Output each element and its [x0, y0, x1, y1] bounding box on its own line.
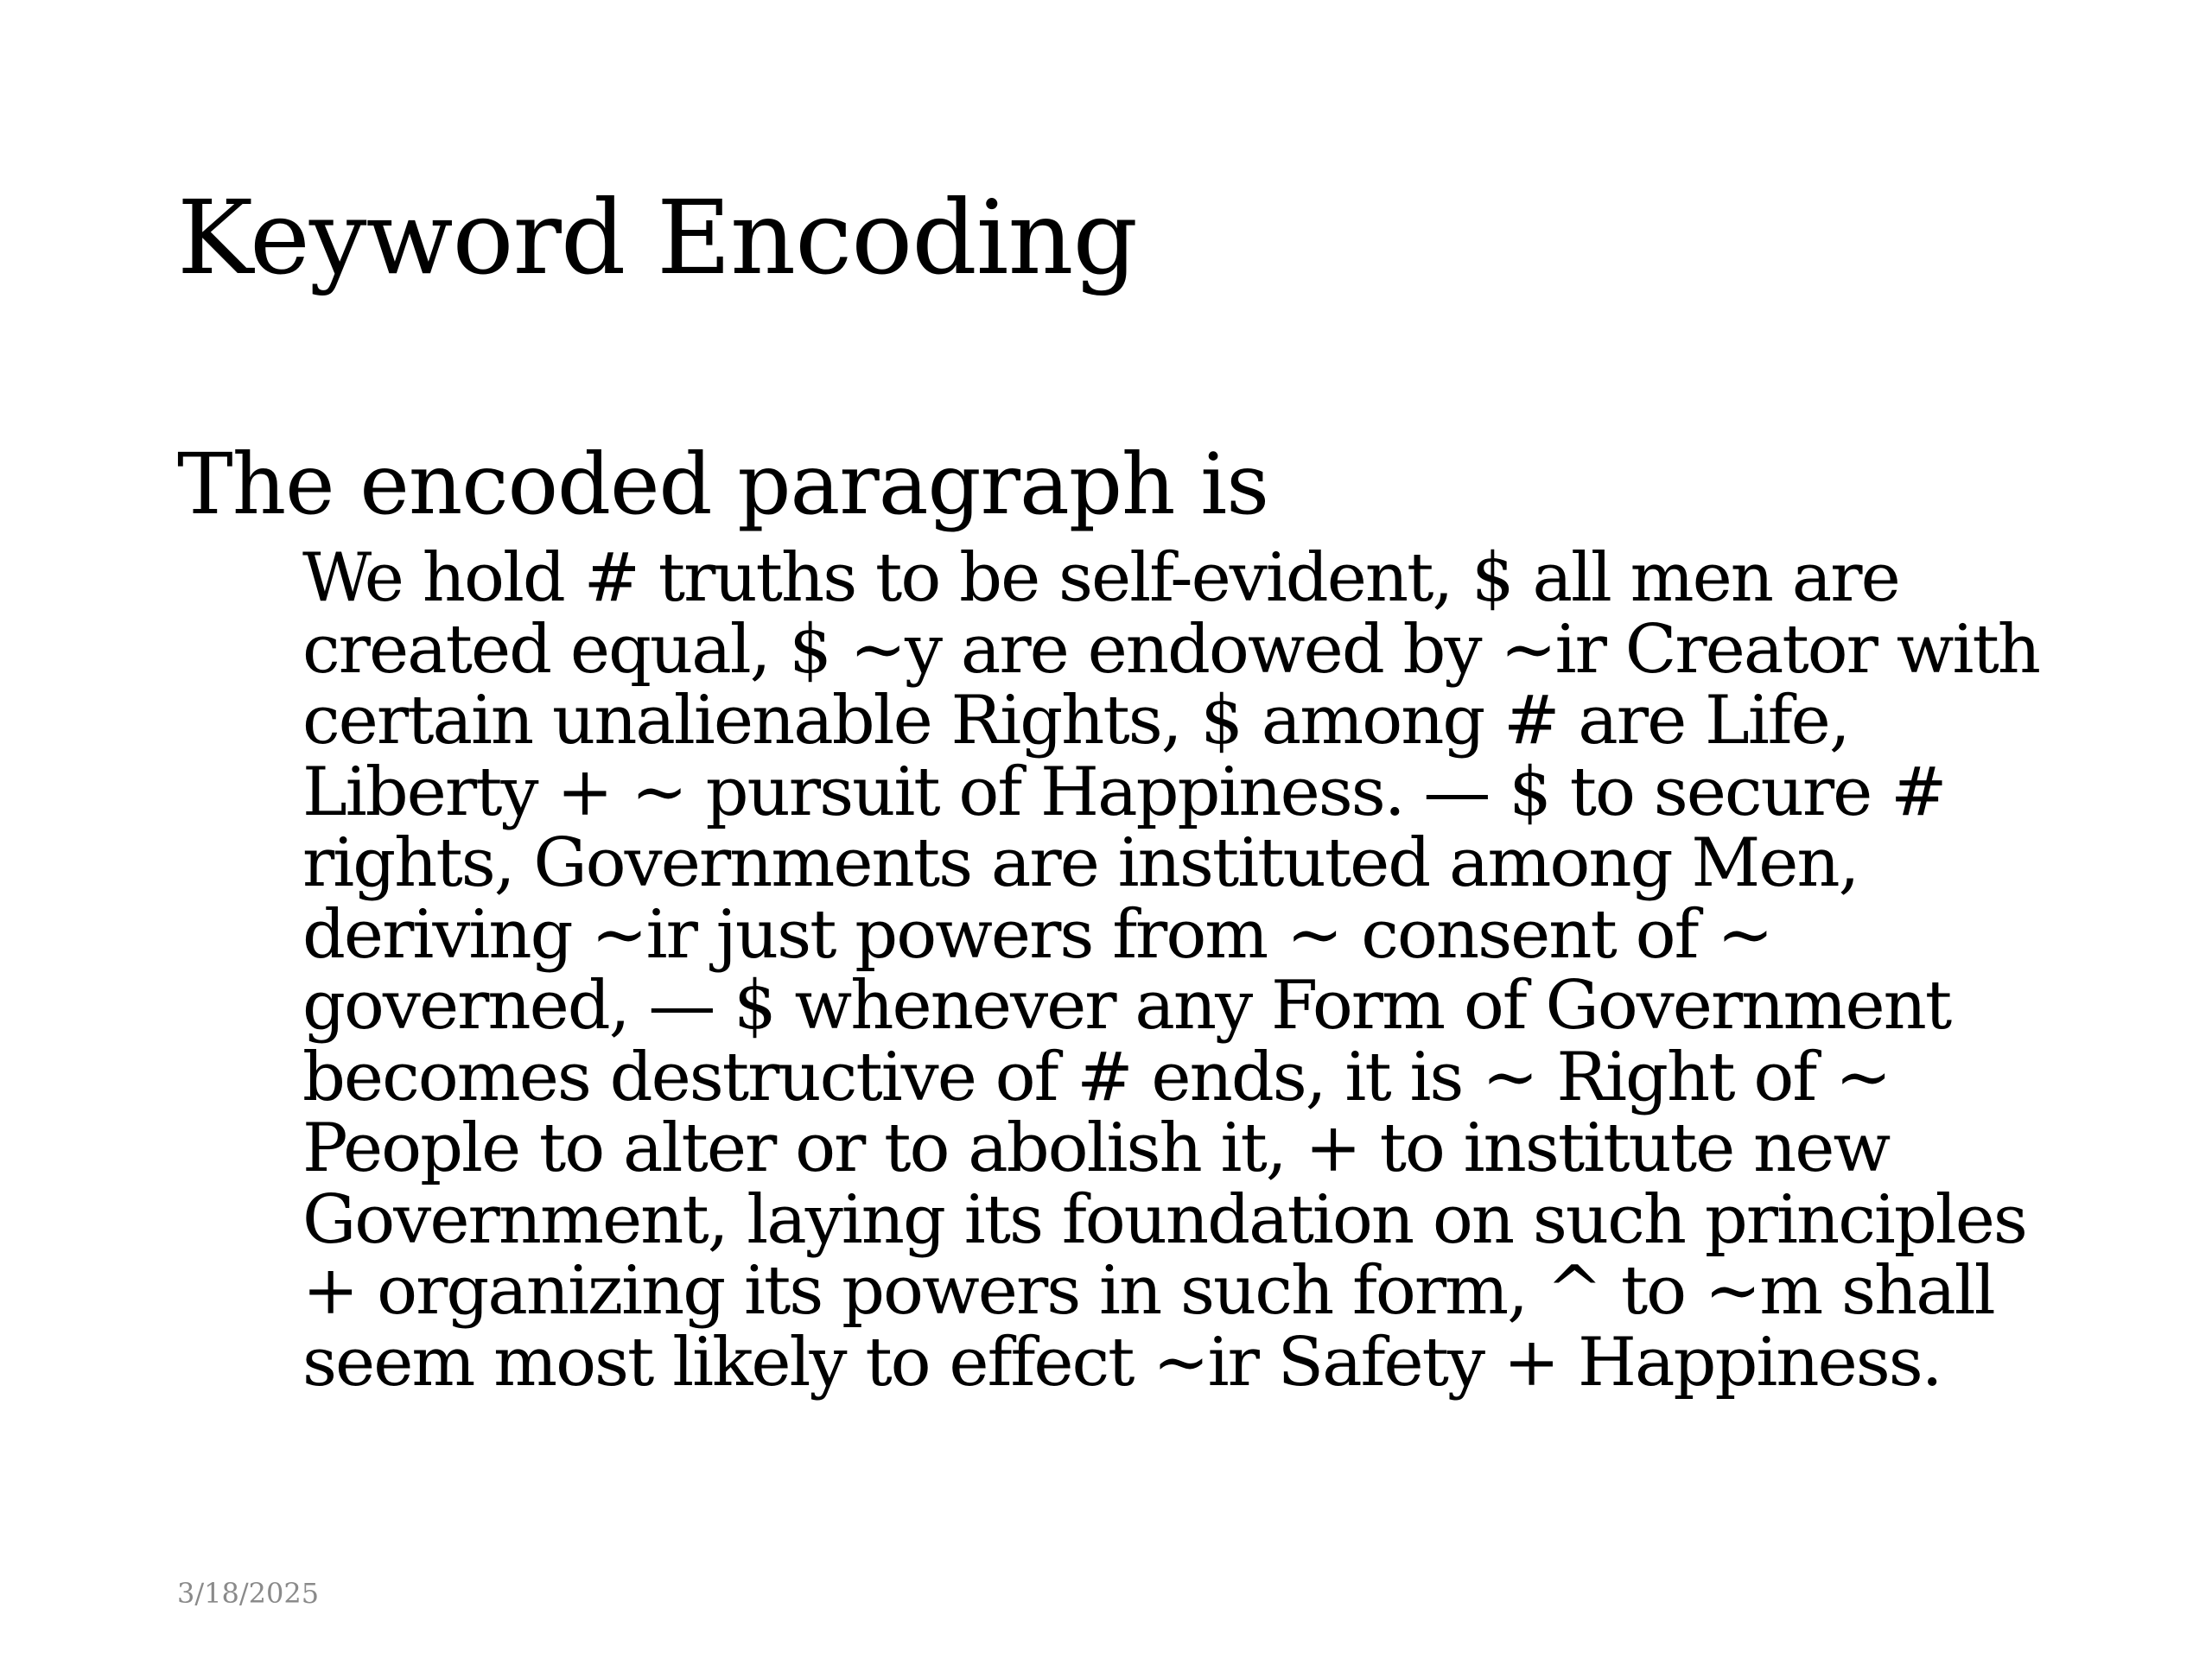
- encoded-paragraph: [302, 539, 2160, 1402]
- slide-title: Keyword Encoding: [177, 178, 1138, 297]
- paragraph-line: We hold # truths to be self-evident, $ all men are: [302, 539, 1899, 617]
- paragraph-line: governed, — $ whenever any Form of Government: [302, 967, 1951, 1045]
- paragraph-line: People to alter or to abolish it, + to institute new: [302, 1109, 1890, 1187]
- paragraph-line: Government, laying its foundation on such principles: [302, 1180, 2026, 1259]
- paragraph-line: becomes destructive of # ends, it is ~ Right of ~: [302, 1038, 1891, 1116]
- footer-date: 3/18/2025: [177, 1577, 320, 1610]
- paragraph-line: rights, Governments are instituted among Men,: [302, 824, 1859, 902]
- paragraph-line: created equal, $ ~y are endowed by ~ir Creator with: [302, 610, 2040, 689]
- paragraph-line: seem most likely to effect ~ir Safety + Happiness.: [302, 1323, 1942, 1402]
- paragraph-line: certain unalienable Rights, $ among # are Life,: [302, 682, 1849, 760]
- paragraph-line: + organizing its powers in such form, ^ to ~m shall: [302, 1252, 1994, 1330]
- bullet-heading: The encoded paragraph is: [177, 435, 1269, 533]
- paragraph-line: Liberty + ~ pursuit of Happiness. — $ to secure #: [302, 753, 1946, 831]
- paragraph-line: deriving ~ir just powers from ~ consent of ~: [302, 895, 1772, 974]
